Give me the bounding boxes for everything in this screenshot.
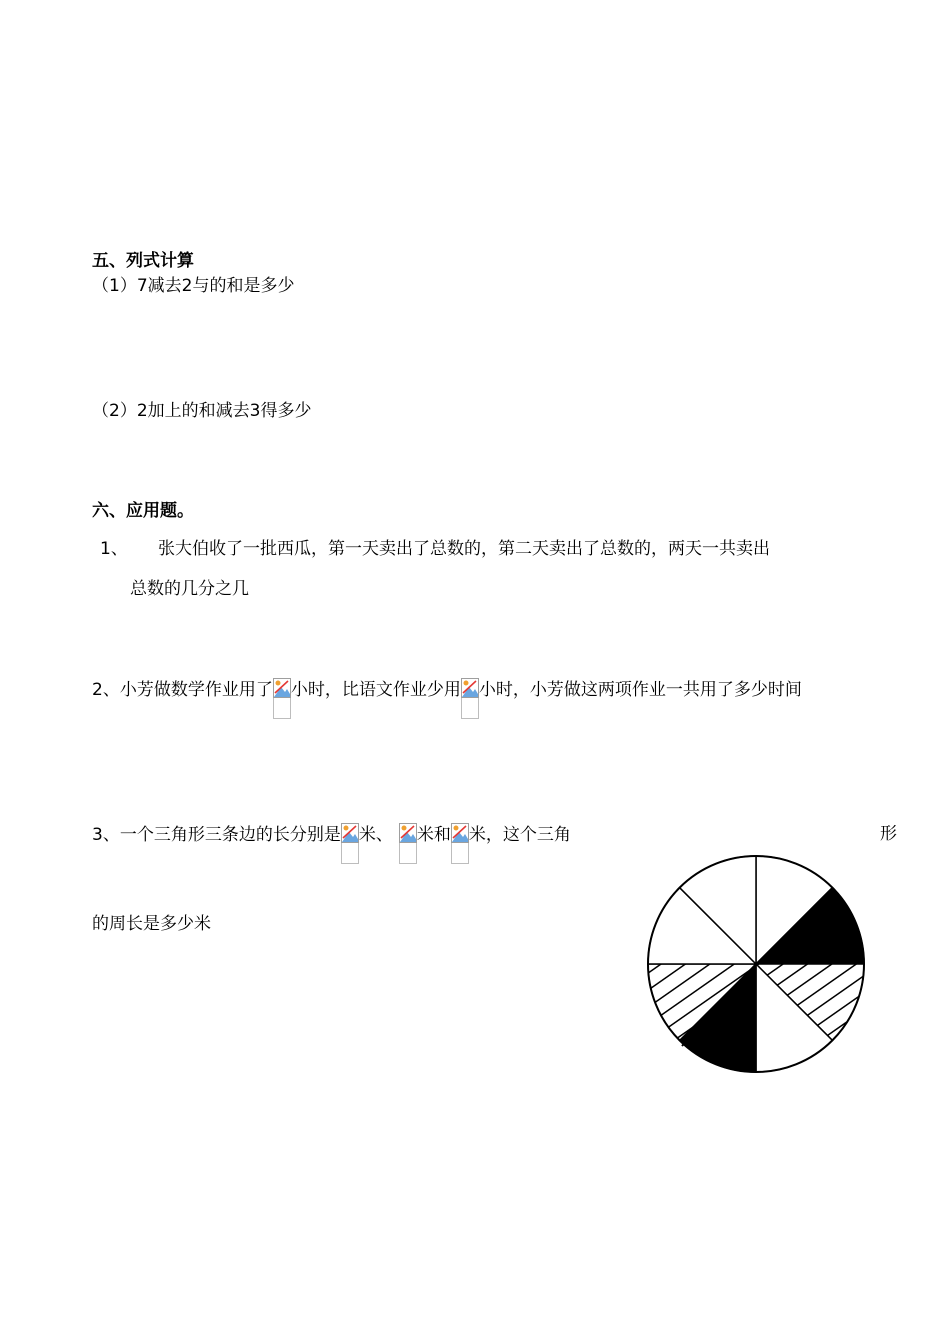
problem-1-text-line2: 总数的几分之几 (130, 579, 249, 599)
problem-3-part-d: 米，这个三角 (468, 825, 571, 845)
broken-image-icon (461, 678, 479, 698)
problem-3-part-b: 米、 (358, 825, 393, 845)
problem-1-text-line1: 张大伯收了一批西瓜，第一天卖出了总数的，第二天卖出了总数的，两天一共卖出 (158, 539, 770, 559)
problem-2 (92, 678, 802, 701)
problem-3-part-a: 3、一个三角形三条边的长分别是 (92, 825, 341, 845)
problem-3 (92, 823, 571, 846)
problem-3-part-c: 米和 (416, 825, 451, 845)
problem-1-number: 1、 (100, 539, 128, 559)
section-5-title: 五、列式计算 (92, 251, 194, 271)
problem-2-part-a: 2、小芳做数学作业用了 (92, 680, 273, 700)
section-6-title: 六、应用题。 (92, 501, 194, 521)
spinner-diagram (646, 854, 870, 1074)
problem-2-part-b: 小时，比语文作业少用 (290, 680, 461, 700)
problem-3-line2: 的周长是多少米 (92, 914, 211, 934)
broken-image-icon (341, 823, 359, 843)
problem-3-part-e: 形 (880, 824, 897, 844)
problem-2-part-c: 小时，小芳做这两项作业一共用了多少时间 (478, 680, 802, 700)
broken-image-icon (399, 823, 417, 843)
question-5-2: （2）2加上的和减去3得多少 (92, 401, 312, 421)
question-5-1: （1）7减去2与的和是多少 (92, 276, 295, 296)
broken-image-icon (451, 823, 469, 843)
broken-image-icon (273, 678, 291, 698)
